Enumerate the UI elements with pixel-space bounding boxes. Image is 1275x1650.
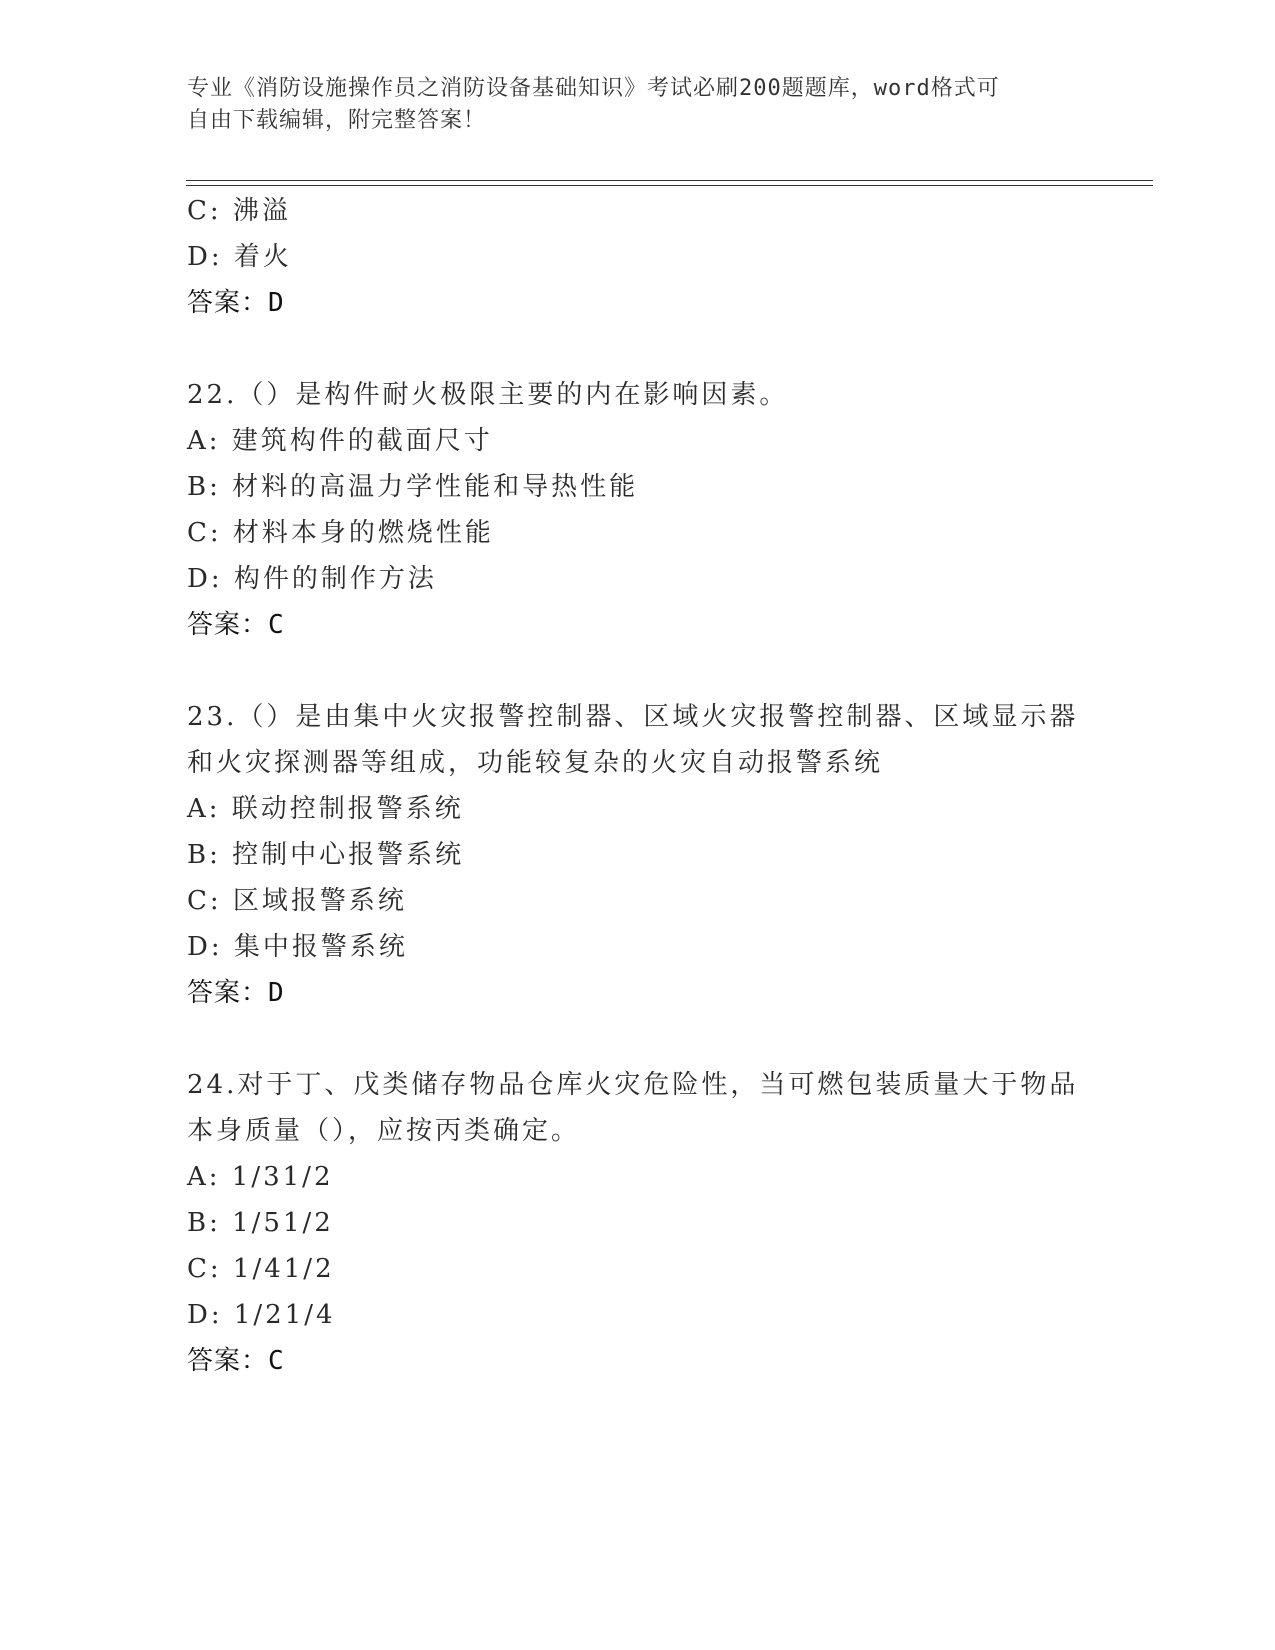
header-line-1: 专业《消防设施操作员之消防设备基础知识》考试必刷200题题库，word格式可 [187, 76, 1000, 101]
answer-line [187, 970, 1087, 1016]
stem-line: 22.（）是构件耐火极限主要的内在影响因素。 [187, 380, 789, 410]
question-22 [187, 372, 1087, 648]
document-header [187, 73, 1067, 137]
option-d: D: 着火 [187, 242, 292, 272]
document-body [187, 188, 1087, 1384]
stem-line: 24.对于丁、戊类储存物品仓库火灾危险性，当可燃包装质量大于物品 [187, 1070, 1079, 1100]
answer-label: 答案： [187, 610, 269, 640]
question-stem [187, 372, 1087, 418]
option-d: D: 1/21/4 [187, 1300, 336, 1330]
answer-label: 答案： [187, 288, 269, 318]
stem-line: 本身质量（），应按丙类确定。 [187, 1116, 581, 1146]
answer-value: C [268, 1346, 285, 1376]
question-23 [187, 694, 1087, 1016]
option-a: A: 建筑构件的截面尺寸 [187, 426, 493, 456]
spacer [187, 1016, 1087, 1062]
stem-line: 和火灾探测器等组成，功能较复杂的火灾自动报警系统 [187, 748, 884, 778]
option-c: C: 材料本身的燃烧性能 [187, 518, 494, 548]
answer-line [187, 280, 1087, 326]
option-a: A: 1/31/2 [187, 1162, 334, 1192]
header-divider-top [186, 180, 1153, 181]
answer-label: 答案： [187, 978, 269, 1008]
option-d: D: 构件的制作方法 [187, 564, 437, 594]
stem-line: 23.（）是由集中火灾报警控制器、区域火灾报警控制器、区域显示器 [187, 702, 1079, 732]
answer-line [187, 1338, 1087, 1384]
option-b: B: 控制中心报警系统 [187, 840, 465, 870]
answer-value: C [268, 610, 285, 640]
option-c: C: 区域报警系统 [187, 886, 407, 916]
question-stem [187, 694, 1087, 786]
question-24 [187, 1062, 1087, 1384]
header-line-2: 自由下载编辑，附完整答案！ [187, 108, 487, 133]
option-b: B: 材料的高温力学性能和导热性能 [187, 472, 639, 502]
option-b: B: 1/51/2 [187, 1208, 334, 1238]
answer-value: D [268, 978, 285, 1008]
answer-value: D [268, 288, 285, 318]
option-a: A: 联动控制报警系统 [187, 794, 464, 824]
question-21-continued [187, 188, 1087, 326]
answer-line [187, 602, 1087, 648]
option-c: C: 沸溢 [187, 196, 291, 226]
spacer [187, 326, 1087, 372]
option-c: C: 1/41/2 [187, 1254, 335, 1284]
header-divider-bottom [186, 185, 1153, 186]
question-stem [187, 1062, 1087, 1154]
option-d: D: 集中报警系统 [187, 932, 408, 962]
spacer [187, 648, 1087, 694]
answer-label: 答案： [187, 1346, 269, 1376]
